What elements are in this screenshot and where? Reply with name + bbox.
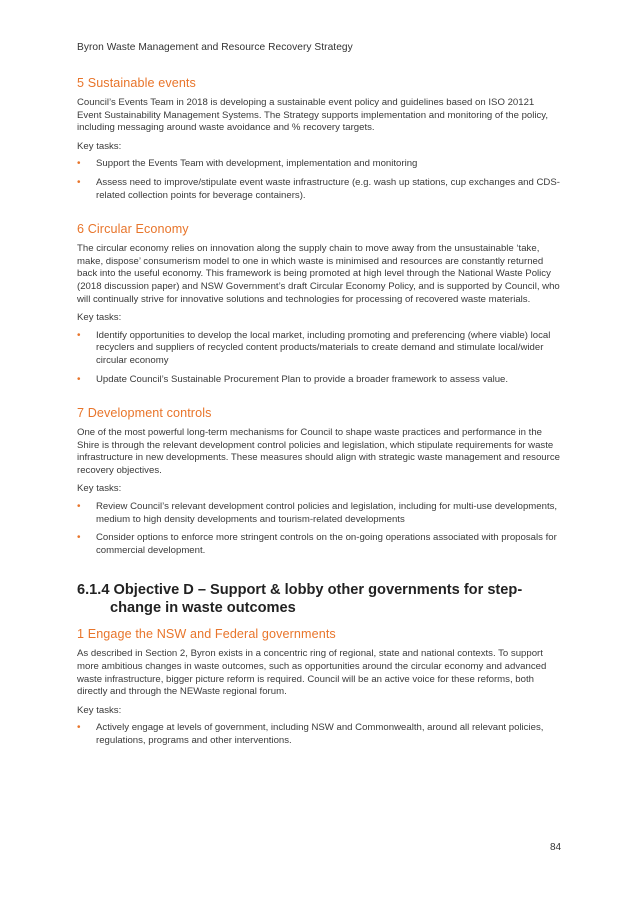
list-item	[77, 501, 561, 526]
task-text: Support the Events Team with development, implementation and monitoring	[96, 158, 418, 170]
section-body: The circular economy relies on innovation along the supply chain to move away from the unsustainable ‘take, make, dispose’ consumerism model to one in which waste is minimised and resources are constantly returned back into the useful economy. This framework is being promoted at high level through the National Waste Policy (2018 discussion paper) and NSW Government’s draft Circular Economy Policy, and is supported by Council, who will continually strive for innovative solutions and technologies for processing of recovered waste materials.	[77, 243, 560, 305]
task-list	[77, 330, 561, 386]
task-list	[77, 722, 561, 747]
page-content	[77, 76, 561, 754]
list-item	[77, 374, 561, 387]
bullet-icon: •	[77, 329, 81, 341]
task-list	[77, 501, 561, 557]
task-text: Actively engage at levels of government, including NSW and Commonwealth, around all relevant policies, regulations, programs and other interventions.	[96, 722, 544, 746]
key-tasks-label: Key tasks:	[77, 483, 122, 495]
bullet-icon: •	[77, 501, 81, 513]
section-heading-circular-economy: 6 Circular Economy	[77, 222, 189, 237]
bullet-icon: •	[77, 176, 81, 188]
list-item	[77, 722, 561, 747]
objective-heading	[77, 581, 561, 617]
list-item	[77, 330, 561, 368]
objective-heading-line2: change in waste outcomes	[110, 600, 296, 617]
task-text: Review Council’s relevant development control policies and legislation, including for multi-use developments, medium to high density developments and tourism-related developments	[96, 501, 558, 525]
task-text: Update Council’s Sustainable Procurement Plan to provide a broader framework to assess value.	[96, 373, 509, 385]
list-item	[77, 158, 561, 171]
key-tasks-label: Key tasks:	[77, 140, 122, 152]
bullet-icon: •	[77, 373, 81, 385]
section-body: As described in Section 2, Byron exists in a concentric ring of regional, state and national contexts. To support more ambitious changes in waste outcomes, such as opportunities around the circular economy and advanced waste infrastructure, bigger picture reform is required. Council will be an active voice for these reforms, both directly and through the NEWaste regional forum.	[77, 648, 547, 698]
bullet-icon: •	[77, 722, 81, 734]
key-tasks-label: Key tasks:	[77, 704, 122, 716]
bullet-icon: •	[77, 158, 81, 170]
section-heading-sustainable-events: 5 Sustainable events	[77, 76, 196, 90]
key-tasks-label: Key tasks:	[77, 312, 122, 324]
section-body: One of the most powerful long-term mechanisms for Council to shape waste practices and performance in the Shire is through the relevant development control policies and legislation, which stipulate requirements for waste infrastructure in new developments. These measures should align with strategic waste management and resource recovery objectives.	[77, 427, 560, 476]
bullet-icon: •	[77, 532, 81, 544]
section-heading-development-controls: 7 Development controls	[77, 406, 212, 421]
objective-heading-line1: 6.1.4 Objective D – Support & lobby other governments for step-	[77, 582, 523, 599]
list-item	[77, 532, 561, 557]
section-body: Council’s Events Team in 2018 is developing a sustainable event policy and guidelines based on ISO 20121 Event Sustainability Management Systems. The Strategy supports implementation and monitoring of the policy, including messaging around waste avoidance and % recovery targets.	[77, 97, 549, 134]
task-text: Consider options to enforce more stringent controls on the on-going operations associated with proposals for commercial development.	[96, 532, 557, 556]
running-header: Byron Waste Management and Resource Recovery Strategy	[77, 42, 353, 53]
task-text: Identify opportunities to develop the local market, including promoting and preferencing (where viable) local recyclers and suppliers of recycled content products/materials to create demand and stimulate local/wider circular economy	[96, 329, 551, 366]
task-list	[77, 158, 561, 202]
list-item	[77, 177, 561, 202]
task-text: Assess need to improve/stipulate event waste infrastructure (e.g. wash up stations, cup exchanges and CDS-related collection points for beverage containers).	[96, 176, 560, 201]
page-number: 84	[550, 842, 562, 853]
section-heading-engage-governments: 1 Engage the NSW and Federal governments	[77, 627, 336, 642]
